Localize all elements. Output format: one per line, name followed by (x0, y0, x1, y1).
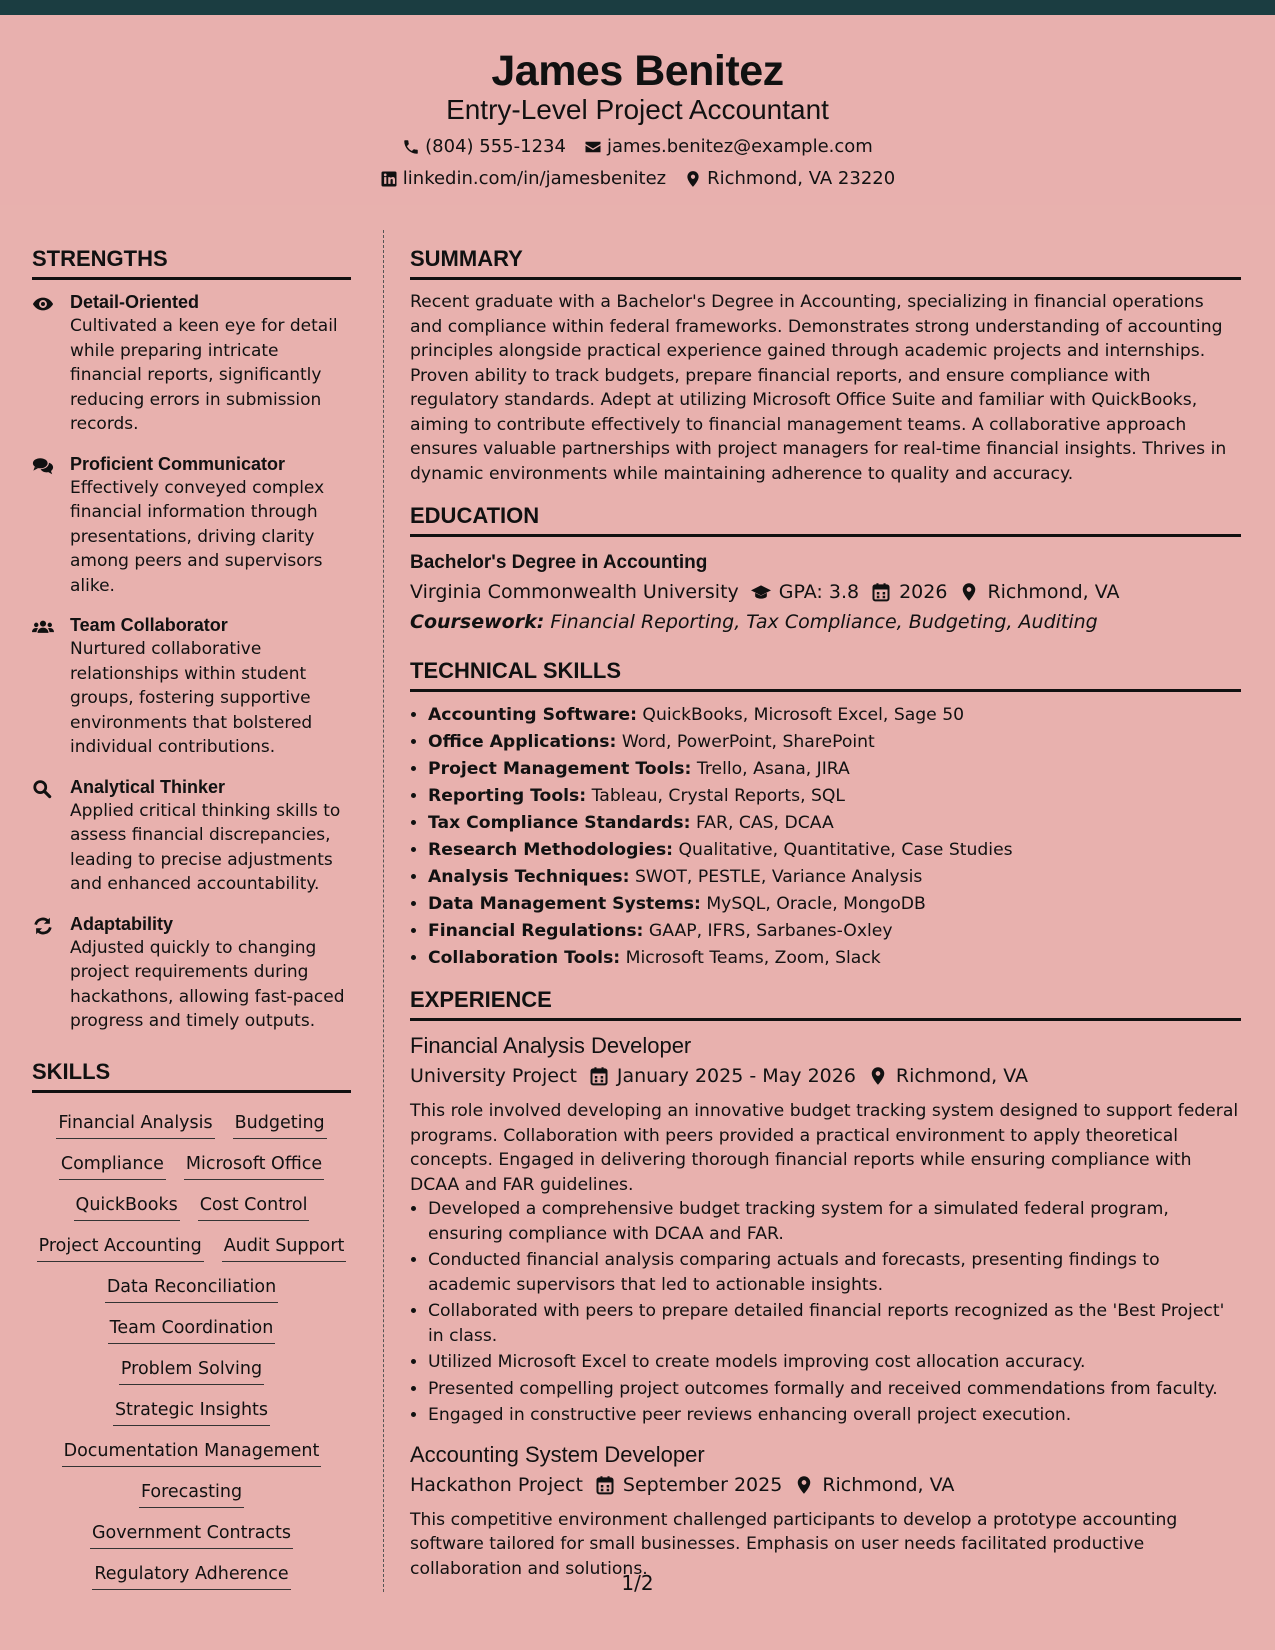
job-bullets (410, 1197, 1241, 1428)
sync-icon (32, 916, 54, 936)
degree-name: Bachelor's Degree in Accounting (410, 552, 708, 573)
skill-tag: Problem Solving (119, 1357, 264, 1385)
job-dates (595, 1470, 782, 1500)
summary-heading: SUMMARY (410, 243, 1241, 280)
job-org: University Project (410, 1065, 577, 1087)
job-location (794, 1470, 954, 1500)
resume-header (0, 15, 1275, 205)
school-name: Virginia Commonwealth University (410, 581, 739, 603)
coursework-label: Coursework: (410, 611, 545, 633)
eye-icon (32, 294, 54, 314)
education-location (959, 577, 1119, 607)
list-item: • Accounting Software: QuickBooks, Microsoft Excel, Sage 50 (428, 702, 1241, 729)
strength-title: Adaptability (70, 913, 174, 934)
users-icon (32, 617, 54, 637)
skill-tag: Compliance (59, 1152, 166, 1180)
list-item: • Tax Compliance Standards: FAR, CAS, DCAA (428, 810, 1241, 837)
email-text: james.benitez@example.com (606, 136, 873, 157)
list-item: • Reporting Tools: Tableau, Crystal Reports, SQL (428, 783, 1241, 810)
coursework (410, 607, 1241, 637)
strength-title: Team Collaborator (70, 615, 228, 635)
education-meta (410, 577, 1241, 607)
strength-item (32, 775, 351, 897)
skill-tag: Forecasting (139, 1480, 244, 1508)
strength-desc: Cultivated a keen eye for detail while preparing intricate financial reports, significantly reducing errors in submission records. (70, 316, 338, 434)
candidate-name: James Benitez (491, 47, 784, 95)
job-description: This competitive environment challenged participants to develop a prototype accounting software tailored for small businesses. Emphasis on user needs facilitated productive collaboration and solutions. (410, 1509, 1178, 1579)
list-item: • Analysis Techniques: SWOT, PESTLE, Variance Analysis (428, 864, 1241, 891)
summary-text: Recent graduate with a Bachelor's Degree in Accounting, specializing in financial operations and compliance within federal frameworks. Demonstrates strong understanding of accounting principles alongside practical experience gained through academic projects and internships. Proven ability to track budgets, prepare financial reports, and ensure compliance with regulatory standards. Adept at utilizing Microsoft Office Suite and familiar with QuickBooks, aiming to contribute effectively to financial management teams. A collaborative approach ensures valuable partnerships with project managers for real-time financial insights. Thrives in dynamic environments while maintaining adherence to quality and accuracy. (410, 292, 1227, 484)
strengths-heading: STRENGTHS (32, 243, 351, 280)
technical-skills-heading: TECHNICAL SKILLS (410, 655, 1241, 692)
list-item: • Financial Regulations: GAAP, IFRS, Sarbanes-Oxley (428, 918, 1241, 945)
skill-tag: Microsoft Office (184, 1152, 324, 1180)
skill-tag: Regulatory Adherence (92, 1562, 290, 1590)
job-location-text: Richmond, VA (822, 1473, 955, 1496)
left-column (32, 243, 351, 1590)
skill-tag: Data Reconciliation (105, 1275, 278, 1303)
strength-item (32, 452, 351, 599)
strength-title: Detail-Oriented (70, 292, 200, 312)
skill-tag: Project Accounting (37, 1234, 204, 1262)
column-divider (383, 230, 384, 1592)
skill-tag: QuickBooks (74, 1193, 180, 1221)
skills-heading: SKILLS (32, 1056, 351, 1093)
calendar-icon (871, 582, 891, 602)
skill-tag: Audit Support (222, 1234, 347, 1262)
candidate-title: Entry-Level Project Accountant (446, 94, 829, 125)
contact-row-2 (0, 167, 1275, 191)
skill-tag: Financial Analysis (56, 1111, 214, 1139)
graduation-cap-icon (751, 582, 771, 602)
location-contact (684, 167, 895, 191)
strength-title: Proficient Communicator (70, 453, 286, 474)
strength-item (32, 912, 351, 1034)
list-item: • Engaged in constructive peer reviews enhancing overall project execution. (428, 1403, 1241, 1428)
job-dates (589, 1061, 856, 1091)
list-item: • Presented compelling project outcomes formally and received commendations from faculty. (428, 1377, 1241, 1402)
coursework-text: Financial Reporting, Tax Compliance, Budgeting, Auditing (550, 611, 1098, 633)
list-item: • Collaboration Tools: Microsoft Teams, Zoom, Slack (428, 945, 1241, 972)
job-title: Accounting System Developer (410, 1441, 705, 1467)
skill-tag: Cost Control (198, 1193, 310, 1221)
skill-tag: Government Contracts (90, 1521, 293, 1549)
education-heading: EDUCATION (410, 500, 1241, 537)
year-text: 2026 (899, 581, 948, 603)
linkedin-icon (380, 170, 398, 188)
education-location-text: Richmond, VA (987, 581, 1120, 603)
linkedin-contact[interactable] (380, 167, 666, 191)
email-contact[interactable] (584, 135, 873, 159)
experience-heading: EXPERIENCE (410, 984, 1241, 1021)
phone-icon (402, 138, 420, 156)
strength-title: Analytical Thinker (70, 776, 226, 797)
job-dates-text: January 2025 - May 2026 (616, 1065, 856, 1087)
map-marker-icon (684, 170, 702, 188)
strength-item (32, 290, 351, 437)
strength-desc: Applied critical thinking skills to assess financial discrepancies, leading to precise adjustments and enhanced accountability. (70, 800, 341, 894)
comments-icon (32, 456, 54, 476)
job-meta (410, 1470, 1241, 1500)
strength-desc: Nurtured collaborative relationships within student groups, fostering supportive environments that bolstered individual contributions. (70, 639, 313, 757)
strength-item (32, 613, 351, 760)
skill-tag: Documentation Management (62, 1439, 322, 1467)
map-marker-icon (959, 582, 979, 602)
gpa-text: GPA: 3.8 (778, 581, 860, 603)
job-meta (410, 1061, 1241, 1091)
skill-tag: Strategic Insights (113, 1398, 270, 1426)
search-icon (32, 779, 54, 799)
list-item: • Project Management Tools: Trello, Asana, JIRA (428, 756, 1241, 783)
calendar-icon (589, 1066, 609, 1086)
right-column (410, 243, 1241, 1581)
linkedin-text: linkedin.com/in/jamesbenitez (402, 168, 667, 189)
gpa (751, 577, 859, 607)
phone-contact[interactable] (402, 135, 566, 159)
phone-text: (804) 555-1234 (425, 136, 566, 157)
job-org: Hackathon Project (410, 1473, 583, 1496)
list-item: • Data Management Systems: MySQL, Oracle, MongoDB (428, 891, 1241, 918)
page-number: 1/2 (621, 1571, 654, 1595)
list-item: • Developed a comprehensive budget tracking system for a simulated federal program, ensuring compliance with DCAA and FAR. (428, 1197, 1241, 1246)
skills-list (32, 1111, 351, 1590)
list-item: • Conducted financial analysis comparing actuals and forecasts, presenting findings to academic supervisors that led to actionable insights. (428, 1248, 1241, 1297)
technical-skills-list (410, 702, 1241, 972)
top-accent-bar (0, 0, 1275, 15)
graduation-year (871, 577, 947, 607)
list-item: • Utilized Microsoft Excel to create models improving cost allocation accuracy. (428, 1350, 1241, 1375)
job-description: This role involved developing an innovative budget tracking system designed to support federal programs. Collaboration with peers provided a practical environment to apply theoretical concepts. Engaged in delivering thorough financial reports while ensuring compliance with DCAA and FAR guidelines. (410, 1101, 1239, 1195)
map-marker-icon (868, 1066, 888, 1086)
job-location (868, 1061, 1028, 1091)
list-item: • Office Applications: Word, PowerPoint, SharePoint (428, 729, 1241, 756)
job-title: Financial Analysis Developer (410, 1033, 692, 1058)
job-dates-text: September 2025 (622, 1473, 783, 1496)
contact-row-1 (0, 135, 1275, 159)
location-text: Richmond, VA 23220 (707, 168, 896, 189)
map-marker-icon (794, 1475, 814, 1495)
strength-desc: Adjusted quickly to changing project requirements during hackathons, allowing fast-paced progress and timely outputs. (70, 937, 345, 1031)
skill-tag: Team Coordination (108, 1316, 276, 1344)
calendar-icon (595, 1475, 615, 1495)
list-item: • Collaborated with peers to prepare detailed financial reports recognized as the 'Best Project' in class. (428, 1299, 1241, 1348)
strength-desc: Effectively conveyed complex financial information through presentations, driving clarity among peers and supervisors alike. (70, 477, 325, 596)
envelope-icon (584, 138, 602, 156)
job-location-text: Richmond, VA (895, 1065, 1028, 1087)
list-item: • Research Methodologies: Qualitative, Quantitative, Case Studies (428, 837, 1241, 864)
skill-tag: Budgeting (233, 1111, 327, 1139)
